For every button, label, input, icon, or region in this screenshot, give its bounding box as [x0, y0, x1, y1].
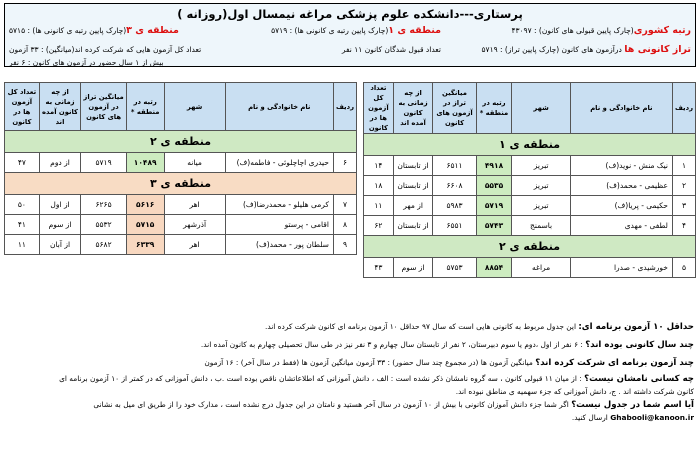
- table-row: ۵ خورشیدی - صدرا مراغه ۸۸۵۴ ۵۷۵۳ از سوم ۴۳: [364, 258, 696, 278]
- col-city: شهر: [512, 83, 571, 134]
- region-heading: منطقه ی ۳: [5, 173, 357, 195]
- table-row: ۷ کرمی هلیلو - محمدرضا(ف) اهر ۵۶۱۶ ۶۲۶۵ از اول ۵۰: [5, 195, 357, 215]
- multi-year-text: بیش از ۱ سال حضور در آزمون های کانون : ۶ نفر: [9, 58, 164, 67]
- note-5: آیا اسم شما در جدول نیست؟ اگر شما جزء دانش آموزان کانونی با بیش از ۱۰ آزمون در سال آخر هستید و نامتان در این جدول درج نشده است ، مدارک خود را از طریق ای میل به نشانی: [93, 400, 694, 410]
- col-name: نام خانوادگی و نام: [570, 83, 672, 134]
- region1-text: (چارک پایین رتبه ی کانونی ها) : ۵۷۱۹: [271, 26, 389, 35]
- note-5b: Ghabooli@kanoon.ir ارسال کنید.: [571, 413, 694, 422]
- col-avg: میانگین تراز در آزمون های کانون: [433, 83, 476, 134]
- results-table-right: [363, 82, 696, 278]
- table-row: ۹ سلطان پور - محمد(ف) اهر ۶۳۳۹ ۵۶۸۲ از آبان ۱۱: [5, 235, 357, 255]
- table-row: ۱ نیک منش - نوید(ف) تبریز ۴۹۱۸ ۶۵۱۱ از تابستان ۱۴: [364, 156, 696, 176]
- table-row: ۲ عظیمی - محمد(ف) تبریز ۵۵۳۵ ۶۶۰۸ از تابستان ۱۸: [364, 176, 696, 196]
- col-name: نام خانوادگی و نام: [225, 83, 333, 131]
- header-line-1: [9, 25, 691, 39]
- avg-exams-text: تعداد کل آزمون هایی که شرکت کرده اند(میانگین) : ۳۳ آزمون: [9, 45, 202, 54]
- col-rank: رتبه در منطقه *: [476, 83, 512, 134]
- table-row: ۶ حیدری اچاچلوئی - فاطمه(ف) میانه ۱۰۴۸۹ ۵۷۱۹ از دوم ۴۷: [5, 153, 357, 173]
- results-table-left: [4, 82, 357, 255]
- col-avg: میانگین تراز در آزمون های کانون: [81, 83, 127, 131]
- region-heading: منطقه ی ۲: [364, 236, 696, 258]
- note-4b: کانون شرکت داشته اند . ج، دانش آموزانی که جزء سهمیه ی مناطق نبوده اند.: [455, 387, 694, 396]
- info-header: [4, 3, 696, 67]
- note-2: چند سال کانونی بوده اند؟ : ۶ نفر از اول ،دوم یا سوم دبیرستان، ۲ نفر از تابستان سال چهارم و ۳ نفر نیز در طی سال تحصیلی چهارم به کانون آمده اند.: [200, 340, 694, 350]
- notes-section: [6, 318, 694, 424]
- national-rank-label: رتبه کشوری: [633, 25, 691, 36]
- col-count: تعداد کل آزمون ها در کانون: [364, 83, 394, 134]
- table-row: ۴ لطفی - مهدی باسمنج ۵۷۴۳ ۶۵۵۱ از تابستان ۶۲: [364, 216, 696, 236]
- page-title: پرستاری---دانشکده علوم پزشکی مراغه نیمسال اول(روزانه ): [177, 7, 523, 21]
- region-heading: منطقه ی ۱: [364, 134, 696, 156]
- national-rank-text: (چارک پایین قبولی های کانون) : ۴۳۰۹۷: [511, 26, 634, 35]
- col-count: تعداد کل آزمون ها در کانون: [5, 83, 40, 131]
- note-1: حداقل ۱۰ آزمون برنامه ای: این جدول مربوط به کانونی هایی است که سال ۹۷ حداقل ۱۰ آزمون برنامه ای کانون شرکت کرده اند.: [264, 322, 694, 332]
- email-link[interactable]: Ghabooli@kanoon.ir: [610, 413, 694, 422]
- col-since: از چه زمانی به کانون آمده اند: [393, 83, 432, 134]
- col-since: از چه زمانی به کانون آمده اند: [39, 83, 81, 131]
- table-row: ۸ اقامی - پرستو آذرشهر ۵۷۱۵ ۵۵۳۲ از سوم ۴۱: [5, 215, 357, 235]
- col-city: شهر: [164, 83, 225, 131]
- kanoon-score-text: درآزمون های کانون (چارک پایین تراز) : ۵۷۱۹: [481, 45, 622, 54]
- region1-label: منطقه ی ۱: [388, 25, 441, 36]
- table-row: ۳ حکیمی - پریا(ف) تبریز ۵۷۱۹ ۵۹۸۳ از مهر ۱۱: [364, 196, 696, 216]
- kanoon-score-label: تراز کانونی ها: [624, 44, 691, 55]
- region-heading: منطقه ی ۲: [5, 131, 357, 153]
- col-row: ردیف: [333, 83, 356, 131]
- accepted-count-text: تعداد قبول شدگان کانون ۱۱ نفر: [341, 45, 441, 54]
- header-line-2: [9, 44, 691, 67]
- note-4: چه کسانی نامشان نیست؟ : از میان ۱۱ قبولی کانون ، سه گروه نامشان ذکر نشده است : الف ، دانش آموزانی که اطلاعاتشان ناقص بوده است .ب ، دانش آموزانی که در کمتر از ۱۰ آزمون برنامه ای: [59, 374, 694, 384]
- note-3: چند آزمون برنامه ای شرکت کرده اند؟ میانگین آزمون ها (در مجموع چند سال حضور) : ۳۳ آزمون میانگین آزمون ها (فقط در سال آخر) : ۱۶ آزمون: [204, 358, 694, 368]
- region3-label: منطقه ی ۳: [126, 25, 179, 36]
- col-row: ردیف: [672, 83, 695, 134]
- region3-text: (چارک پایین رتبه ی کانونی ها) : ۵۷۱۵: [9, 26, 127, 35]
- col-rank: رتبه در منطقه *: [126, 83, 164, 131]
